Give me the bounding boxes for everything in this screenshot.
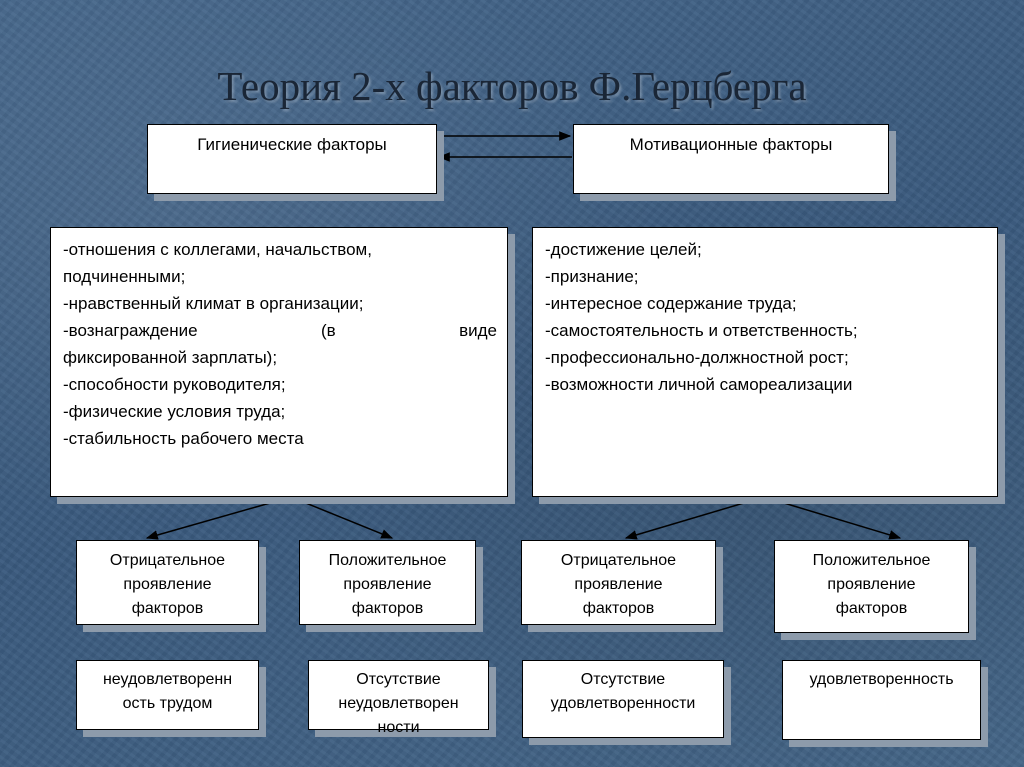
list-word: (в (321, 321, 336, 340)
list-item: подчиненными; (63, 267, 186, 286)
hygiene-negative-box (76, 540, 259, 625)
result-no-satisfaction-box (522, 660, 724, 738)
box-text-line: Отсутствие (356, 671, 441, 688)
arrow-motivation-positive (764, 497, 900, 538)
list-item: фиксированной зарплаты); (63, 348, 278, 367)
box-text-line: Отрицательное (109, 552, 226, 569)
motivation-positive-box (774, 540, 969, 633)
list-item: -интересное содержание труда; (545, 294, 797, 313)
result-dissatisfaction-box (76, 660, 259, 730)
list-item: -нравственный климат в организации; (63, 294, 364, 313)
result-satisfaction-box (782, 660, 981, 740)
box-text-line: факторов (351, 600, 424, 617)
arrow-hygiene-negative (147, 497, 291, 538)
hygiene-positive-box (299, 540, 476, 625)
list-item: -способности руководителя; (63, 375, 286, 394)
box-text-line: Положительное (812, 552, 931, 569)
hygiene-factors-list (50, 227, 508, 497)
box-text-line: проявление (123, 576, 212, 593)
arrow-motivation-negative (626, 497, 764, 538)
list-item: -возможности личной самореализации (545, 375, 853, 394)
result-no-dissatisfaction-box (308, 660, 489, 736)
box-text-line: проявление (574, 576, 663, 593)
list-word: -вознаграждение (63, 321, 198, 340)
motivation-factors-list (532, 227, 998, 497)
box-text-line: проявление (343, 576, 432, 593)
list-word: виде (459, 321, 497, 340)
motivation-negative-box (521, 540, 716, 625)
box-text-line: факторов (835, 600, 908, 617)
box-text-line: Отсутствие (580, 671, 666, 688)
box-text-line: неудовлетворенн (102, 671, 233, 688)
box-text-line: проявление (827, 576, 916, 593)
list-item: -достижение целей; (545, 240, 702, 259)
box-text-line: Положительное (328, 552, 447, 569)
box-text-line: удовлетворенности (550, 695, 696, 712)
motivation-factors-box (573, 124, 889, 194)
box-text-line: удовлетворенность (809, 671, 954, 688)
list-item: -отношения с коллегами, начальством, (63, 240, 372, 259)
list-item: -признание; (545, 267, 639, 286)
box-text-line: ость трудом (122, 695, 213, 712)
list-item: -профессионально-должностной рост; (545, 348, 849, 367)
box-text-line: факторов (131, 600, 204, 617)
list-item (63, 317, 497, 344)
hygiene-factors-box (147, 124, 437, 194)
slide-title: Теория 2-х факторов Ф.Герцберга (217, 63, 807, 109)
list-item: -стабильность рабочего места (63, 429, 304, 448)
box-text-line: факторов (582, 600, 655, 617)
box-text-line: Отрицательное (560, 552, 677, 569)
box-text-line: ности (377, 719, 420, 736)
motivation-factors-label: Мотивационные факторы (629, 135, 833, 154)
box-text-line: неудовлетворен (338, 695, 459, 712)
hygiene-factors-label: Гигиенические факторы (197, 135, 387, 154)
arrow-hygiene-positive (291, 497, 392, 538)
list-item: -самостоятельность и ответственность; (545, 321, 858, 340)
list-item: -физические условия труда; (63, 402, 286, 421)
